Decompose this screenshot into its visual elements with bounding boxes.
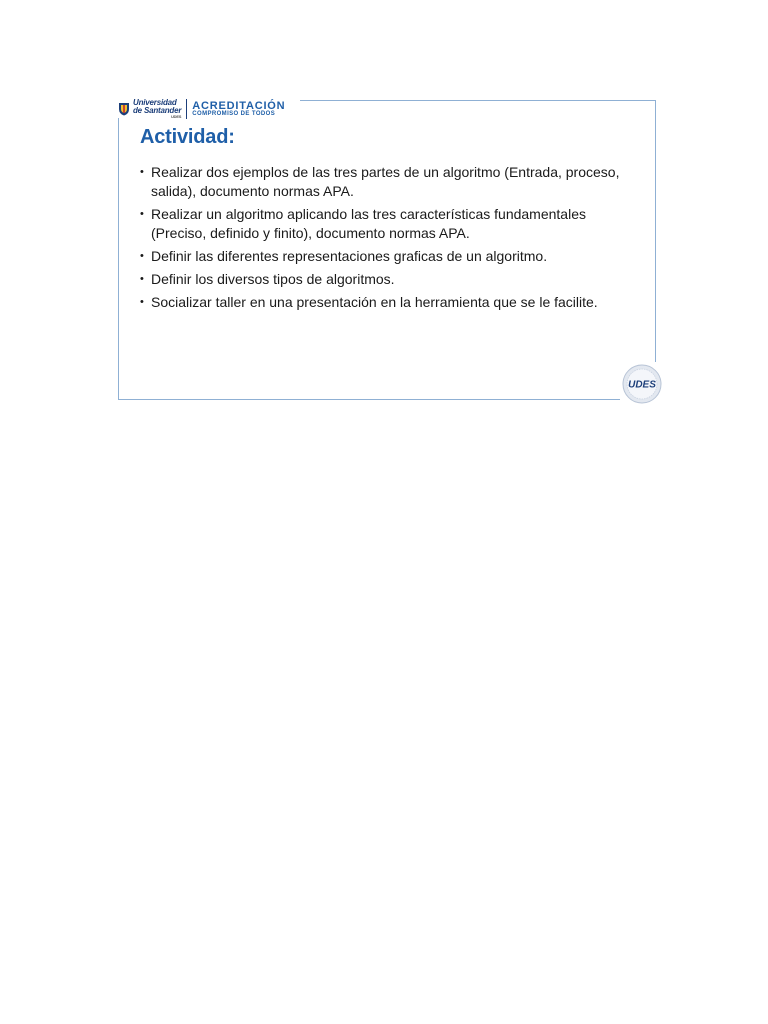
university-line-1: Universidad <box>133 98 177 107</box>
frame-bottom-line <box>118 399 620 400</box>
shield-icon <box>118 102 130 116</box>
bullet-text: Definir las diferentes representaciones graficas de un algoritmo. <box>151 248 548 264</box>
frame-right-line <box>655 100 656 362</box>
frame-left-line <box>118 118 119 400</box>
bullet-text: Realizar dos ejemplos de las tres partes de un algoritmo (Entrada, proceso, salida), documento normas APA. <box>151 164 620 199</box>
frame-top-line <box>300 100 656 101</box>
bullet-text: Realizar un algoritmo aplicando las tres características fundamentales (Preciso, definido y finito), documento normas APA. <box>151 206 586 241</box>
header-divider <box>186 99 187 119</box>
list-item <box>140 247 640 266</box>
university-tag: UDES <box>170 114 182 119</box>
slide <box>118 100 656 400</box>
bullet-text: Definir los diversos tipos de algoritmos. <box>151 271 395 287</box>
list-item <box>140 293 640 312</box>
slide-title: Actividad: <box>140 126 235 148</box>
accreditation-title: ACREDITACIÓN <box>192 99 286 112</box>
university-line-2: de Santander <box>133 106 182 115</box>
bullet-icon: • <box>140 273 144 285</box>
bullet-icon: • <box>140 166 144 178</box>
slide-header <box>118 98 285 120</box>
bullet-list <box>140 163 640 316</box>
seal-text: UDES <box>628 379 656 391</box>
accreditation-logo <box>192 101 285 118</box>
bullet-icon: • <box>140 208 144 220</box>
list-item <box>140 270 640 289</box>
university-logo-text <box>133 99 181 119</box>
bullet-text: Socializar taller en una presentación en la herramienta que se le facilite. <box>151 294 598 310</box>
list-item <box>140 205 640 243</box>
list-item <box>140 163 640 201</box>
udes-seal-icon <box>622 364 662 404</box>
accreditation-subtitle: COMPROMISO DE TODOS <box>192 110 276 117</box>
bullet-icon: • <box>140 250 144 262</box>
bullet-icon: • <box>140 296 144 308</box>
